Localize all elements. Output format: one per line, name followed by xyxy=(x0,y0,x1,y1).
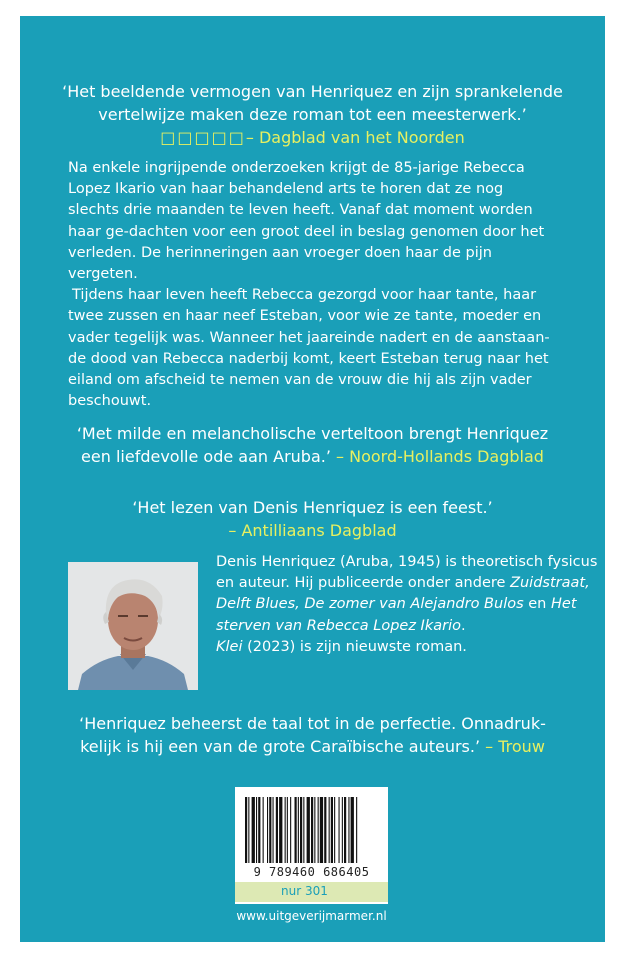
book-title: Delft Blues, xyxy=(216,596,300,613)
bio-conjunction: en xyxy=(528,596,547,613)
quote-source: – Antilliaans Dagblad xyxy=(228,521,397,540)
quote-text: een liefdevolle ode aan Aruba.’ xyxy=(81,447,331,466)
blurb-paragraph: Tijdens haar leven heeft Rebecca gezorgd voor haar tante, haar twee zussen en haar neef Esteban, voor wie ze tante, moeder en vader tegelijk was. Wanneer het jaareinde nadert en de aanstaan-de dood van Rebecca naderbij komt, keert Esteban terug naar het eiland om afscheid te nemen van de vrouw die hij als zijn vader beschouwt. xyxy=(68,287,550,410)
rating-placeholder: □□□□□ xyxy=(160,128,246,147)
book-blurb xyxy=(68,158,558,412)
book-title: De zomer van Alejandro Bulos xyxy=(304,596,524,613)
quote-text-line: ‘Het lezen van Denis Henriquez is een feest.’ xyxy=(132,498,493,517)
quote-text-line: vertelwijze maken deze roman tot een meesterwerk.’ xyxy=(98,105,527,124)
bio-intro: Denis Henriquez (Aruba, 1945) is theoretisch fysicus en auteur. Hij publiceerde onder andere xyxy=(216,554,598,592)
quote-source: – Dagblad van het Noorden xyxy=(245,128,465,147)
author-bio xyxy=(216,552,605,658)
quote-text-line: ‘Het beeldende vermogen van Henriquez en zijn sprankelende xyxy=(62,82,563,101)
blurb-paragraph: Na enkele ingrijpende onderzoeken krijgt de 85-jarige Rebecca Lopez Ikario van haar behandelend arts te horen dat ze nog slechts drie maanden te leven heeft. Vanaf dat moment worden haar ge-dachten voor een groot deel in beslag genomen door het verleden. De herinneringen aan vroeger doen haar de pijn vergeten. xyxy=(68,160,545,283)
author-photo xyxy=(68,562,198,690)
nur-label xyxy=(235,882,388,902)
quote-text-line: ‘Met milde en melancholische verteltoon brengt Henriquez xyxy=(76,424,549,443)
book-title: Zuidstraat, xyxy=(510,575,590,592)
quote-text-line xyxy=(20,735,605,758)
book-title: Klei xyxy=(216,638,243,655)
quote-noord-hollands-dagblad xyxy=(20,422,605,468)
quote-dagblad-noorden xyxy=(20,80,605,149)
quote-source: – Noord-Hollands Dagblad xyxy=(336,447,544,466)
book-title: Het sterven van Rebecca Lopez Ikario xyxy=(216,596,577,634)
publisher-website: www.uitgeverijmarmer.nl xyxy=(236,909,387,923)
bio-end: (2023) is zijn nieuwste roman. xyxy=(247,638,467,655)
quote-trouw xyxy=(20,712,605,758)
quote-attribution xyxy=(20,126,605,149)
isbn-number: 9 789460 686405 xyxy=(253,865,370,879)
quote-antilliaans-dagblad xyxy=(20,496,605,542)
quote-text-line xyxy=(20,445,605,468)
bio-period: . xyxy=(460,617,466,634)
nur-code: nur 301 xyxy=(281,884,328,898)
author-portrait-image xyxy=(68,562,198,690)
quote-text: kelijk is hij een van de grote Caraïbische auteurs.’ xyxy=(80,737,481,756)
quote-text-line: ‘Henriquez beheerst de taal tot in de perfectie. Onnadruk- xyxy=(79,714,546,733)
quote-source: – Trouw xyxy=(485,737,545,756)
isbn-barcode xyxy=(235,787,388,904)
back-cover xyxy=(20,16,605,942)
barcode-bars xyxy=(245,797,378,863)
